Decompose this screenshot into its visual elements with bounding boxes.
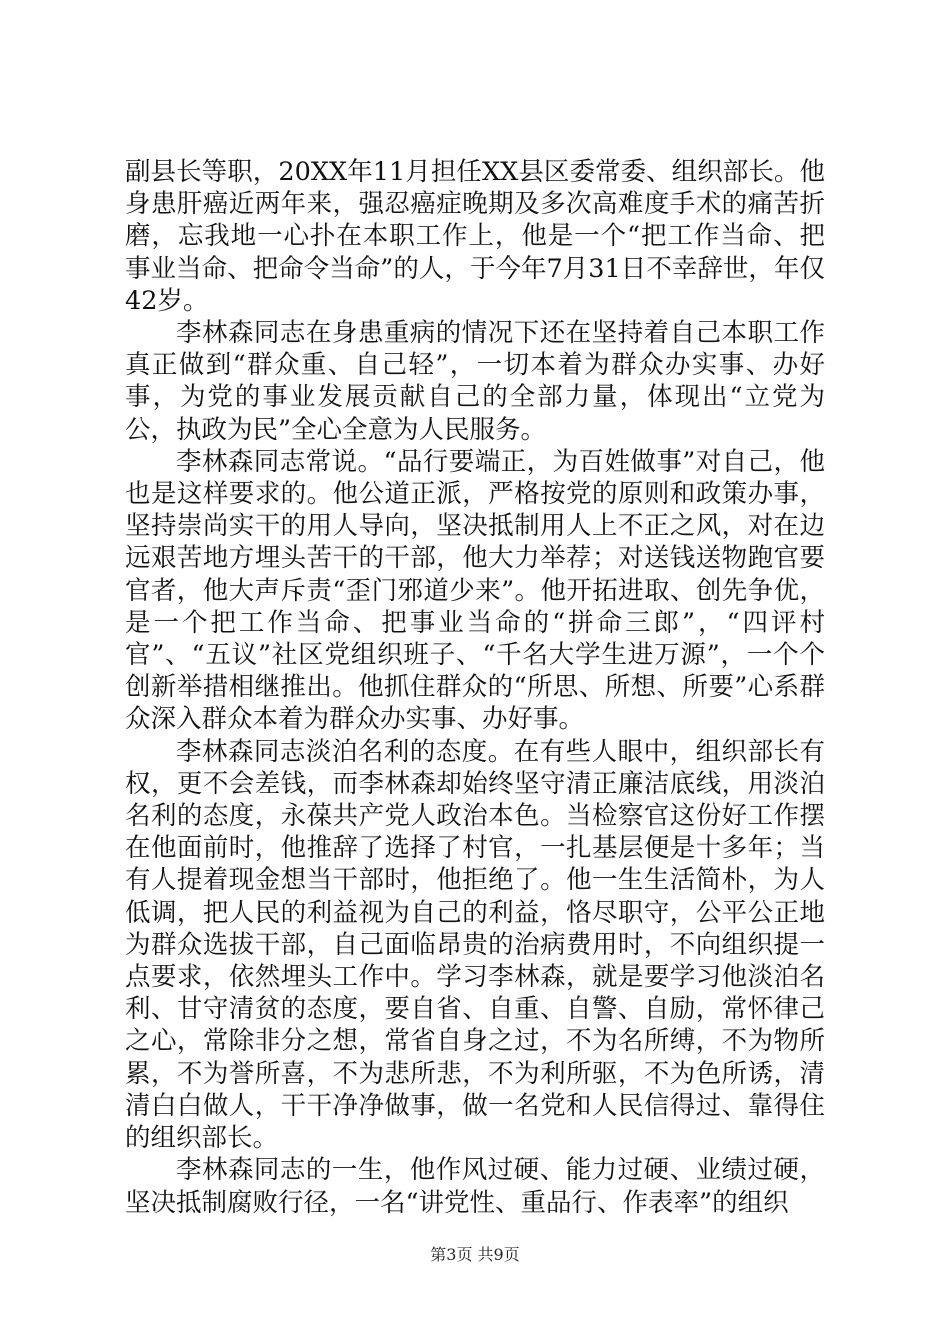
paragraph-4: 李林森同志淡泊名利的态度。在有些人眼中，组织部长有权，更不会差钱，而李林森却始终坚守清正廉洁底线，用淡泊名利的态度，永葆共产党人政治本色。当检察官这份好工作摆在他面前时，他推辞了选择了村官，一扎基层便是十多年；当有人提着现金想当干部时，他拒绝了。他一生生活简朴，为人低调，把人民的利益视为自己的利益，恪尽职守，公平公正地为群众选拔干部，自己面临昂贵的治病费用时，不向组织提一点要求，依然埋头工作中。学习李林森，就是要学习他淡泊名利、甘守清贫的态度，要自省、自重、自警、自励，常怀律己之心，常除非分之想，常省自身之过，不为名所缚，不为物所累，不为誉所喜，不为悲所悲，不为利所驱，不为色所诱，清清白白做人，干干净净做事，做一名党和人民信得过、靠得住的组织部长。 <box>125 736 825 1154</box>
page-footer <box>0 1244 950 1266</box>
paragraph-1: 副县长等职，20XX年11月担任XX县区委常委、组织部长。他身患肝癌近两年来，强忍癌症晚期及多次高难度手术的痛苦折磨，忘我地一心扑在本职工作上，他是一个“把工作当命、把事业当命、把命令当命”的人，于今年7月31日不幸辞世，年仅42岁。 <box>125 157 825 316</box>
page-number-label: 第3页 共9页 <box>430 1245 520 1264</box>
paragraph-3: 李林森同志常说。“品行要端正，为百姓做事”对自己，他也是这样要求的。他公道正派，严格按党的原则和政策办事，坚持崇尚实干的用人导向，坚决抵制用人上不正之风，对在边远艰苦地方埋头苦干的干部，他大力举荐；对送钱送物跑官要官者，他大声斥责“歪门邪道少来”。他开拓进取、创先争优，是一个把工作当命、把事业当命的“拼命三郎”，“四评村官”、“五议”社区党组织班子、“千名大学生进万源”，一个个创新举措相继推出。他抓住群众的“所思、所想、所要”心系群众深入群众本着为群众办实事、办好事。 <box>125 446 825 735</box>
paragraph-2: 李林森同志在身患重病的情况下还在坚持着自己本职工作真正做到“群众重、自己轻”，一切本着为群众办实事、办好事，为党的事业发展贡献自己的全部力量，体现出“立党为公，执政为民”全心全意为人民服务。 <box>125 318 825 445</box>
document-body <box>125 156 825 1219</box>
paragraph-5: 李林森同志的一生，他作风过硬、能力过硬、业绩过硬，坚决抵制腐败行径，一名“讲党性、重品行、作表率”的组织 <box>125 1155 825 1218</box>
